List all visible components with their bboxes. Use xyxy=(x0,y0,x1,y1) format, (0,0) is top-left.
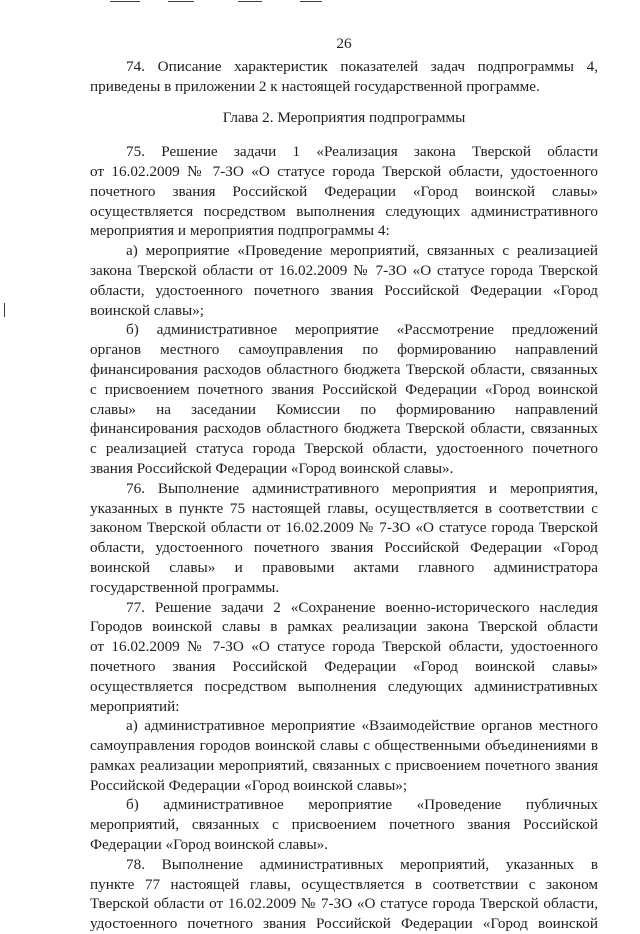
text-line: с присвоением почетного звания Российской Федерации «Город воинской xyxy=(90,380,598,398)
text-line: рамках реализации мероприятий, связанных с присвоением почетного звания xyxy=(90,756,598,774)
document-page xyxy=(90,34,598,934)
text-line: с реализацией статуса города Тверской области, удостоенного почетного xyxy=(90,440,598,458)
text-line: удостоенного почетного звания Российской Федерации «Город воинской xyxy=(90,915,598,933)
text-line: от 16.02.2009 № 7-ЗО «О статусе города Тверской области, удостоенного xyxy=(90,638,598,656)
text-line: а) административное мероприятие «Взаимодействие органов местного xyxy=(126,717,598,735)
scan-artifact xyxy=(110,1,140,2)
text-line: области, удостоенного почетного звания Российской Федерации «Город xyxy=(90,281,598,299)
paragraph-78 xyxy=(90,855,598,934)
text-line: Тверской области от 16.02.2009 № 7-ЗО «О статусе города Тверской области, xyxy=(90,895,598,913)
text-line: Федерации «Город воинской славы». xyxy=(90,836,329,854)
scan-artifact xyxy=(238,1,262,2)
text-line: 74. Описание характеристик показателей задач подпрограммы 4, xyxy=(126,57,598,75)
scan-artifact xyxy=(168,1,194,2)
text-line: Российской Федерации «Город воинской славы»; xyxy=(90,776,408,794)
paragraph-75 xyxy=(90,142,598,241)
text-line: 76. Выполнение административного мероприятия и мероприятия, xyxy=(126,479,598,497)
paragraph-77-b xyxy=(90,795,598,854)
text-line: мероприятия и мероприятия подпрограммы 4: xyxy=(90,222,390,240)
text-line: а) мероприятие «Проведение мероприятий, связанных с реализацией xyxy=(126,242,598,260)
paragraph-75-b xyxy=(90,320,598,478)
paragraph-76 xyxy=(90,479,598,598)
chapter-heading: Глава 2. Мероприятия подпрограммы xyxy=(222,109,466,127)
text-line: области, удостоенного почетного звания Российской Федерации «Город xyxy=(90,539,598,557)
text-line: мероприятий, связанных с присвоением почетного звания Российской xyxy=(90,816,598,834)
text-line: воинской славы»; xyxy=(90,301,205,319)
paragraph-77-a xyxy=(90,716,598,795)
text-line: финансирования расходов областного бюджета Тверской области, связанных xyxy=(90,420,598,438)
paragraph-75-a xyxy=(90,241,598,320)
text-line: 78. Выполнение административных мероприятий, указанных в xyxy=(126,855,598,873)
text-line: мероприятий: xyxy=(90,697,180,715)
text-line: воинской славы» и правовыми актами главного администратора xyxy=(90,558,598,576)
text-line: Городов воинской славы в рамках реализации закона Тверской области xyxy=(90,618,598,636)
text-line: осуществляется посредством выполнения следующих административных xyxy=(90,677,598,695)
text-line: почетного звания Российской Федерации «Город воинской славы» xyxy=(90,657,598,675)
paragraph-77 xyxy=(90,598,598,717)
text-line: финансирования расходов областного бюджета Тверской области, связанных xyxy=(90,360,598,378)
text-line: законом Тверской области от 16.02.2009 № 7-ЗО «О статусе города Тверской xyxy=(90,519,598,537)
text-line: звания Российской Федерации «Город воинской славы». xyxy=(90,459,454,477)
text-line: от 16.02.2009 № 7-ЗО «О статусе города Тверской области, удостоенного xyxy=(90,162,598,180)
text-line: славы» на заседании Комиссии по формированию направлений xyxy=(90,400,598,418)
paragraph-74 xyxy=(90,57,598,97)
text-line: органов местного самоуправления по формированию направлений xyxy=(90,341,598,359)
text-line: осуществляется посредством выполнения следующих административного xyxy=(90,202,598,220)
text-line: б) административное мероприятие «Проведение публичных xyxy=(126,796,598,814)
text-line: 75. Решение задачи 1 «Реализация закона Тверской области xyxy=(126,143,598,161)
text-line: самоуправления городов воинской славы с общественными объединениями в xyxy=(90,737,598,755)
text-line: 77. Решение задачи 2 «Сохранение военно-исторического наследия xyxy=(126,598,598,616)
text-line: почетного звания Российской Федерации «Город воинской славы» xyxy=(90,182,598,200)
text-line: приведены в приложении 2 к настоящей государственной программе. xyxy=(90,77,540,95)
scan-artifact xyxy=(300,1,322,2)
page-number: 26 xyxy=(336,35,352,52)
scan-artifact xyxy=(4,303,5,317)
text-line: указанных в пункте 75 настоящей главы, осуществляется в соответствии с xyxy=(90,499,598,517)
text-line: б) административное мероприятие «Рассмотрение предложений xyxy=(126,321,598,339)
text-line: государственной программы. xyxy=(90,578,280,596)
text-line: закона Тверской области от 16.02.2009 № 7-ЗО «О статусе города Тверской xyxy=(90,261,598,279)
text-line: пункте 77 настоящей главы, осуществляется в соответствии с законом xyxy=(90,875,598,893)
